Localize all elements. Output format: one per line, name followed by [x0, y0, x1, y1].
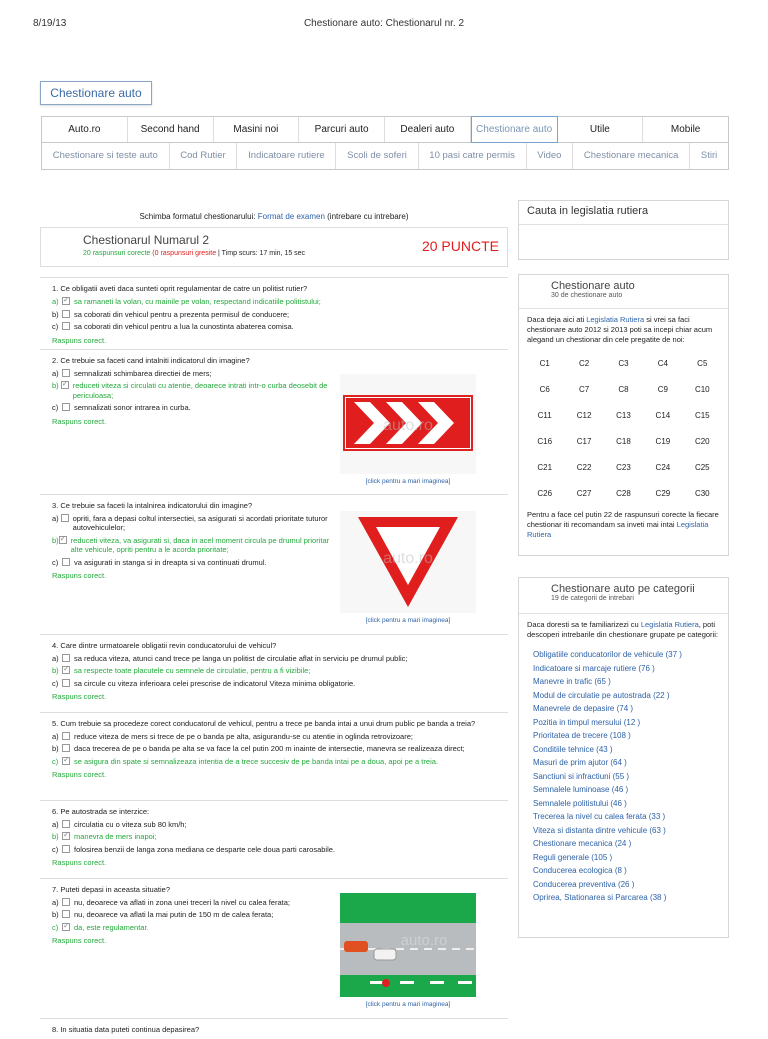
question-text: 2. Ce trebuie sa faceti cand intalniti indicatorul din imagine?: [52, 355, 250, 365]
road-scene-image[interactable]: [340, 893, 476, 997]
category-link[interactable]: Indicatoare si marcaje rutiere (76 ): [533, 663, 655, 673]
panel-intro: Daca doresti sa te familiarizezi cu Legislatia Rutiera, poti descoperi intrebarile din chestionare grupate pe categorii:: [527, 620, 718, 639]
quiz-link-c16[interactable]: C16: [537, 437, 553, 446]
panel-title: Chestionare auto pe categorii: [551, 583, 695, 595]
result-text: Raspuns corect.: [52, 571, 107, 580]
quiz-link-c25[interactable]: C25: [694, 463, 710, 472]
legislatia-link[interactable]: Legislatia Rutiera: [586, 315, 645, 324]
category-link[interactable]: Conditiile tehnice (43 ): [533, 744, 613, 754]
quiz-link-c23[interactable]: C23: [616, 463, 631, 472]
yield-sign-image[interactable]: [340, 511, 476, 613]
quiz-link-c17[interactable]: C17: [576, 437, 592, 446]
answer-checkbox[interactable]: [62, 403, 70, 411]
quiz-link-c29[interactable]: C29: [655, 489, 671, 498]
nav-item-auto-ro[interactable]: Auto.ro: [42, 117, 128, 142]
question-6: 6. Pe autostrada se interzice: a) circulatia cu o viteza sub 80 km/h; b) ✓ manevra de mers inapoi; c) folosirea benzii de langa zona mediana ce desparte cele doua parti carosabile. Raspuns corect.: [40, 800, 508, 878]
category-list: [519, 646, 728, 905]
panel-subtitle: 19 de categorii de intrebari: [551, 595, 634, 602]
quiz-stats: 20 raspunsuri corecte (0 raspunsuri gresite | Timp scurs: 17 min, 15 sec: [83, 250, 306, 257]
quiz-link-c13[interactable]: C13: [616, 411, 631, 420]
panel-outro: Pentru a face cel putin 22 de raspunsuri corecte la fiecare chestionar iti recomandam sa inveti mai intai Legislatia Rutiera: [527, 510, 719, 539]
watermark: auto.ro: [400, 931, 448, 949]
nav-item-chestionare-auto[interactable]: Chestionare auto: [471, 116, 558, 143]
nav-item-second-hand[interactable]: Second hand: [128, 117, 214, 142]
category-link[interactable]: Manevrele de depasire (74 ): [533, 704, 634, 713]
quiz-summary: [40, 227, 508, 267]
question-4: 4. Care dintre urmatoarele obligatii revin conducatorului de vehicul? a) sa reduca viteza, atunci cand trece pe langa un politist de circulatie aflat in serviciu pe drumul public; b) ✓ sa respecte toate placutele cu semnele de circulatie, pentru a fi vizibile; c) sa circule cu viteza inferioara celei prescrise de indicatorul Viteza minima obligatorie. Raspuns corect.: [40, 634, 508, 712]
format-switch: Schimba formatul chestionarului: Format de examen (intrebare cu intrebare): [139, 212, 409, 221]
question-text: 8. In situatia data puteti continua depasirea?: [52, 1024, 200, 1034]
result-text: Raspuns corect.: [52, 335, 107, 345]
category-link[interactable]: Chestionare mecanica (24 ): [533, 839, 632, 848]
category-link[interactable]: Reguli generale (105 ): [533, 852, 613, 862]
search-title: Cauta in legislatia rutiera: [519, 201, 728, 225]
subnav-10-pasi[interactable]: 10 pasi catre permis: [419, 143, 527, 169]
quiz-link-c8[interactable]: C8: [618, 385, 629, 394]
answer-checkbox[interactable]: [62, 297, 70, 305]
subnav-chestionare-mecanica[interactable]: Chestionare mecanica: [573, 143, 690, 169]
subnav-stiri[interactable]: Stiri: [700, 150, 718, 161]
categorii-panel: [518, 577, 729, 938]
panel-title: Chestionare auto: [551, 280, 635, 292]
question-1: 1. Ce obligatii aveti daca sunteti oprit regulamentar de catre un politist rutier? a) ✓ sa ramaneti la volan, cu mainile pe volan, respectand indicatiile politistului; b) sa coborati din vehicul pentru a prezenta permisul de conducere; c) sa coborati din vehicul pentru a lua la cunostinta abaterea comisa. Raspuns corect.: [40, 277, 508, 349]
quiz-link-c2[interactable]: C2: [578, 359, 590, 368]
question-text: 5. Cum trebuie sa procedeze corect conducatorul de vehicul, pentru a trece pe banda intai a unui drum public pe banda a treia?: [52, 718, 476, 728]
answer-checkbox[interactable]: [62, 898, 70, 906]
category-link[interactable]: Semnalele luminoase (46 ): [533, 785, 629, 794]
question-3: 3. Ce trebuie sa faceti la intalnirea indicatorului din imagine? a) opriti, fara a depasi coltul intersectiei, sa asigurati si acordati prioritate tuturor autovehiculelor; b) ✓ reduceti viteza, va asigurati si, daca in acel moment circula pe drumul prioritar alte vehicule, opriti pentru a le acorda prioritate; c) va asigurati in stanga si in dreapta si va continuati drumul. Raspuns corect. auto.ro [click pentru a mari imaginea]: [40, 494, 508, 634]
chestionare-panel: [518, 274, 729, 556]
enlarge-image-link[interactable]: [click pentru a mari imaginea]: [365, 616, 451, 624]
secondary-nav: [41, 143, 729, 170]
quiz-link-c24[interactable]: C24: [655, 463, 671, 472]
answer-checkbox[interactable]: [59, 536, 67, 544]
enlarge-image-link[interactable]: [click pentru a mari imaginea]: [365, 477, 451, 485]
result-text: Raspuns corect.: [52, 770, 107, 779]
subnav-scoli-soferi[interactable]: Scoli de soferi: [336, 143, 418, 169]
result-text: Raspuns corect.: [52, 936, 107, 945]
quiz-code-grid: [519, 351, 728, 498]
result-text: Raspuns corect.: [52, 858, 107, 867]
category-link[interactable]: Sanctiuni si infractiuni (55 ): [533, 771, 630, 781]
quiz-link-c18[interactable]: C18: [616, 437, 631, 446]
quiz-link-c9[interactable]: C9: [657, 385, 668, 394]
quiz-link-c14[interactable]: C14: [655, 411, 671, 420]
legislatia-link[interactable]: Legislatia Rutiera: [527, 520, 709, 539]
question-text: 4. Care dintre urmatoarele obligatii revin conducatorului de vehicul?: [52, 640, 277, 650]
watermark: auto.ro: [383, 416, 433, 434]
category-link[interactable]: Conducerea ecologica (8 ): [533, 866, 627, 875]
nav-item-parcuri-auto[interactable]: Parcuri auto: [299, 117, 385, 142]
primary-nav: [41, 116, 729, 143]
category-link[interactable]: Masuri de prim ajutor (64 ): [533, 758, 627, 767]
category-link[interactable]: Modul de circulatie pe autostrada (22 ): [533, 690, 670, 700]
quiz-link-c10[interactable]: C10: [694, 385, 710, 394]
category-link[interactable]: Manevre in trafic (65 ): [533, 677, 611, 686]
question-text: 6. Pe autostrada se interzice:: [52, 806, 150, 816]
result-text: Raspuns corect.: [52, 692, 107, 701]
quiz-title: Chestionarul Numarul 2: [83, 233, 210, 247]
panel-intro: Daca deja aici ati Legislatia Rutiera si vrei sa faci chestionare auto 2012 si 2013 poti sa incepi chiar acum alegand un chestionar din cele pregatite de noi:: [527, 315, 713, 344]
enlarge-image-link[interactable]: [click pentru a mari imaginea]: [365, 1000, 451, 1008]
answer-checkbox[interactable]: [62, 832, 70, 840]
question-5: 5. Cum trebuie sa procedeze corect conducatorul de vehicul, pentru a trece pe banda intai a unui drum public pe banda a treia? a) reduce viteza de mers si trece de pe o banda pe alta, asigurandu-se cu atentie in oglinda retrovizoare; b) daca trecerea de pe o banda pe alta se va face la cel putin 200 m inainte de intersectie, manevra se realizeaza direct; c) ✓ se asigura din spate si semnalizeaza intentia de a trece succesiv de pe banda intai pe a doua, apoi pe a treia. Raspuns corect.: [40, 712, 508, 800]
category-link[interactable]: Conducerea preventiva (26 ): [533, 879, 635, 889]
quiz-link-c1[interactable]: C1: [539, 359, 550, 368]
quiz-link-c27[interactable]: C27: [576, 489, 592, 498]
quiz-link-c4[interactable]: C4: [657, 359, 668, 368]
category-link[interactable]: Trecerea la nivel cu calea ferata (33 ): [533, 812, 666, 821]
question-text: 1. Ce obligatii aveti daca sunteti oprit regulamentar de catre un politist rutier?: [52, 284, 308, 293]
chestionare-auto-button[interactable]: Chestionare auto: [40, 81, 152, 105]
quiz-column: [40, 208, 508, 1034]
quiz-link-c20[interactable]: C20: [694, 437, 710, 446]
subnav-cod-rutier[interactable]: Cod Rutier: [170, 143, 238, 169]
answer-checkbox[interactable]: [62, 910, 70, 918]
answer-checkbox[interactable]: [62, 310, 70, 318]
answer-checkbox[interactable]: [62, 744, 70, 752]
answer-checkbox[interactable]: [61, 514, 69, 522]
quiz-link-c12[interactable]: C12: [576, 411, 592, 420]
result-text: Raspuns corect.: [52, 416, 107, 426]
quiz-link-c21[interactable]: C21: [537, 463, 553, 472]
quiz-link-c30[interactable]: C30: [694, 489, 710, 498]
question-text: 7. Puteti depasi in aceasta situatie?: [52, 884, 170, 894]
quiz-link-c19[interactable]: C19: [655, 437, 671, 446]
quiz-link-c11[interactable]: C11: [537, 411, 552, 420]
answer-checkbox[interactable]: [62, 923, 70, 931]
question-8: [40, 1018, 508, 1039]
category-link[interactable]: Pozitia in timpul mersului (12 ): [533, 717, 641, 727]
nav-item-masini-noi[interactable]: Masini noi: [214, 117, 300, 142]
category-link[interactable]: Semnalele politistului (46 ): [533, 798, 627, 808]
answer-checkbox[interactable]: [62, 679, 70, 687]
question-2: 2. Ce trebuie sa faceti cand intalniti indicatorul din imagine? a) semnalizati schimbarea directiei de mers; b) ✓ reduceti viteza si circulati cu atentie, deoarece intrati intr-o curba deosebit de periculoasa; c) semnalizati sonor intrarea in curba. Raspuns corect. auto.ro [click pentru a mari imaginea]: [40, 349, 508, 494]
answer-checkbox[interactable]: [62, 820, 70, 828]
quiz-link-c26[interactable]: C26: [537, 489, 553, 498]
quiz-link-c5[interactable]: C5: [697, 359, 708, 368]
question-text: 3. Ce trebuie sa faceti la intalnirea indicatorului din imagine?: [52, 500, 253, 510]
quiz-link-c7[interactable]: C7: [578, 385, 590, 394]
category-link[interactable]: Prioritatea de trecere (108 ): [533, 731, 631, 740]
quiz-link-c6[interactable]: C6: [539, 385, 550, 394]
subnav-video[interactable]: Video: [527, 143, 574, 169]
quiz-link-c28[interactable]: C28: [616, 489, 631, 498]
quiz-link-c22[interactable]: C22: [576, 463, 592, 472]
legislation-search-panel: [518, 200, 729, 260]
answer-checkbox[interactable]: [62, 369, 70, 377]
print-date: 8/19/13: [33, 18, 67, 29]
chevron-sign-image[interactable]: [340, 374, 476, 474]
subnav-indicatoare[interactable]: Indicatoare rutiere: [237, 143, 336, 169]
quiz-link-c3[interactable]: C3: [618, 359, 629, 368]
answer-checkbox[interactable]: [62, 757, 70, 765]
nav-item-mobile[interactable]: Mobile: [670, 124, 701, 135]
answer-checkbox[interactable]: [62, 558, 70, 566]
answer-checkbox[interactable]: [62, 845, 70, 853]
category-link[interactable]: Obligatiile conducatorilor de vehicule (37 ): [533, 650, 682, 659]
quiz-link-c15[interactable]: C15: [694, 411, 710, 420]
category-link[interactable]: Oprirea, Stationarea si Parcarea (38 ): [533, 893, 667, 902]
answer-checkbox[interactable]: [62, 654, 70, 662]
nav-item-dealeri-auto[interactable]: Dealeri auto: [385, 117, 471, 142]
quiz-score: 20 PUNCTE: [421, 238, 499, 254]
category-link[interactable]: Viteza si distanta dintre vehicule (63 ): [533, 825, 666, 835]
subnav-chestionare-teste[interactable]: Chestionare si teste auto: [42, 143, 170, 169]
format-link[interactable]: Format de examen: [257, 212, 325, 221]
question-7: 7. Puteti depasi in aceasta situatie? a) nu, deoarece va aflati in zona unei treceri la nivel cu calea ferata; b) nu, deoarece va aflati la mai putin de 150 m de calea ferata; c) ✓ da, este regulamentar. Raspuns corect. auto.ro [click pentru a mari imaginea]: [40, 878, 508, 1018]
answer-checkbox[interactable]: [62, 322, 70, 330]
nav-item-utile[interactable]: Utile: [558, 117, 644, 142]
watermark: auto.ro: [383, 549, 433, 567]
answer-checkbox[interactable]: [62, 732, 70, 740]
print-title: Chestionare auto: Chestionarul nr. 2: [303, 18, 465, 29]
answer-checkbox[interactable]: [62, 666, 70, 674]
answer-checkbox[interactable]: [61, 381, 69, 389]
panel-subtitle: 30 de chestionare auto: [551, 292, 623, 299]
legislatia-link[interactable]: Legislatia Rutiera: [640, 620, 699, 629]
